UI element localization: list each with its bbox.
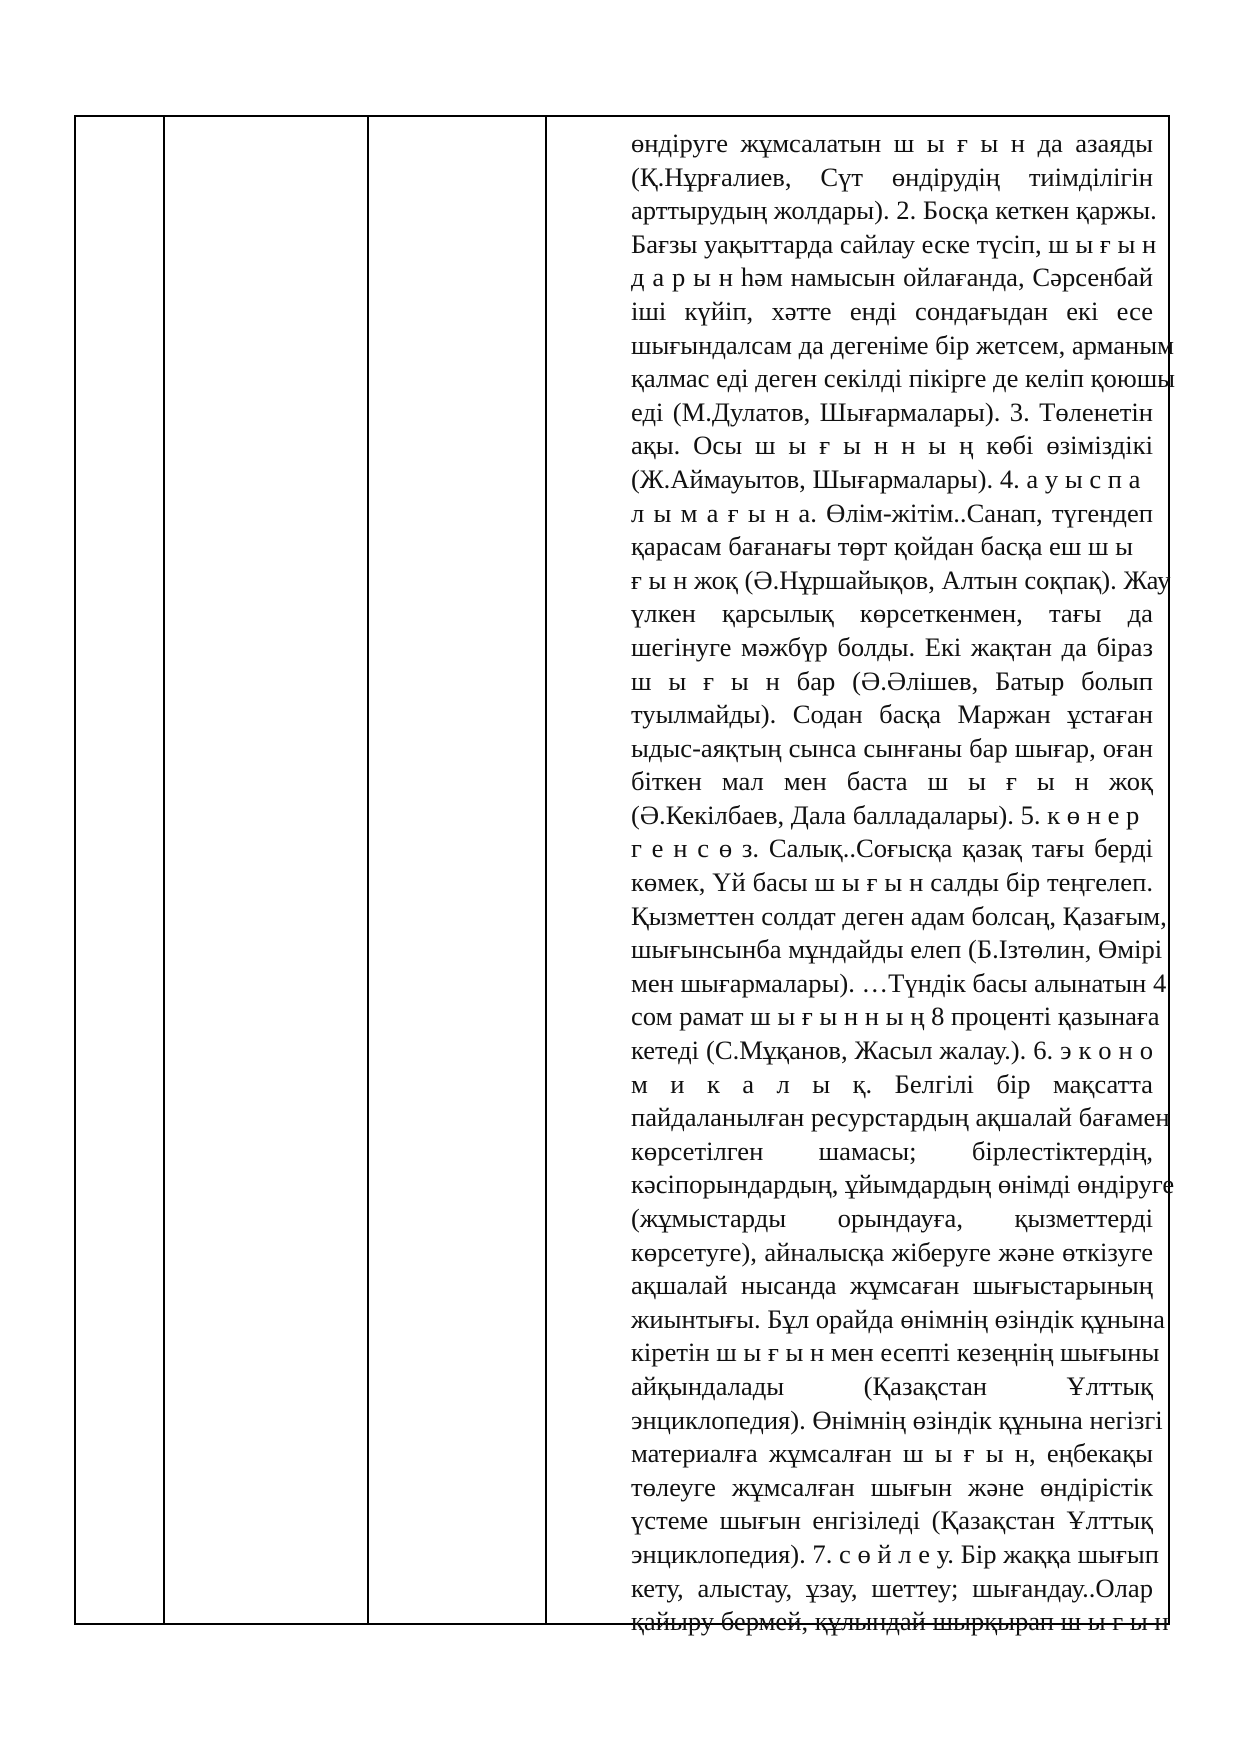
text-line: кәсіпорындардың, ұйымдардың өнімді өндіруге <box>631 1169 1175 1200</box>
text-line: пайдаланылған ресурстардың ақшалай бағамен <box>631 1102 1170 1133</box>
text-line: (Қ.Нұрғалиев, Сүт өндірудің тиімділігін <box>631 161 1153 192</box>
text-line: л ы м а ғ ы н а. Өлім-жітім..Санап, түгендеп <box>631 497 1153 528</box>
text-line: (Ж.Аймауытов, Шығармалары). 4. а у ы с п а <box>631 463 1141 494</box>
text-line: еді (М.Дулатов, Шығармалары). 3. Төленетін <box>631 396 1153 427</box>
text-line: кету, алыстау, ұзау, шеттеу; шығандау..Олар <box>631 1572 1153 1603</box>
text-line: жиынтығы. Бұл орайда өнімнің өзіндік құнына <box>631 1303 1165 1334</box>
text-line: шығындалсам да дегеніме бір жетсем, арманым <box>631 329 1174 360</box>
text-line: іші күйіп, хәтте енді сондағыдан екі есе <box>631 295 1153 326</box>
text-line: сом рамат ш ы ғ ы н н ы ң 8 проценті қазынаға <box>631 1001 1160 1032</box>
text-line: энциклопедия). Өнімнің өзіндік құнына негізгі <box>631 1404 1163 1435</box>
text-line: қалмас еді деген секілді пікірге де келіп қоюшы <box>631 363 1176 394</box>
column-divider-3 <box>545 117 547 1623</box>
text-line: д а р ы н һәм намысын ойлағанда, Сәрсенбай <box>631 262 1153 293</box>
text-line: материалға жұмсалған ш ы ғ ы н, еңбекақы <box>631 1438 1153 1469</box>
text-line: кіретін ш ы ғ ы н мен есепті кезеңнің шығыны <box>631 1337 1160 1368</box>
text-line: көрсетуге), айналысқа жіберуге және өткізуге <box>631 1236 1153 1267</box>
text-line: кетеді (С.Мұқанов, Жасыл жалау.). 6. э к о н о <box>631 1035 1153 1066</box>
definition-cell-text <box>631 127 1176 1639</box>
text-line: мен шығармалары). …Түндік басы алынатын 4 <box>631 967 1167 998</box>
text-line: өндіруге жұмсалатын ш ы ғ ы н да азаяды <box>631 128 1153 158</box>
text-line: айқындалады (Қазақстан Ұлттық <box>631 1370 1153 1401</box>
document-table <box>74 115 1176 1637</box>
text-line: ш ы ғ ы н бар (Ә.Әлішев, Батыр болып <box>631 665 1153 696</box>
text-line: энциклопедия). 7. с ө й л е у. Бір жаққа шығып <box>631 1538 1160 1569</box>
text-line: ыдыс-аяқтың сынса сынғаны бар шығар, оған <box>631 732 1153 763</box>
text-line: м и к а л ы қ. Белгілі бір мақсатта <box>631 1068 1153 1099</box>
text-line: Бағзы уақыттарда сайлау еске түсіп, ш ы ғ ы н <box>631 228 1157 259</box>
text-line: көмек, Үй басы ш ы ғ ы н салды бір теңгелеп. <box>631 867 1153 898</box>
text-line: үстеме шығын енгізіледі (Қазақстан Ұлттық <box>631 1505 1153 1536</box>
text-line: (Ә.Кекілбаев, Дала балладалары). 5. к ө н е р <box>631 799 1140 830</box>
text-line: қайыру бермей, құлындай шырқырап ш ы ғ ы н <box>631 1606 1169 1637</box>
column-divider-1 <box>163 117 165 1623</box>
text-line: туылмайды). Содан басқа Маржан ұстаған <box>631 699 1153 730</box>
column-divider-2 <box>367 117 369 1623</box>
text-line: көрсетілген шамасы; бірлестіктердің, <box>631 1135 1153 1166</box>
text-line: үлкен қарсылық көрсеткенмен, тағы да <box>631 598 1153 629</box>
text-line: біткен мал мен баста ш ы ғ ы н жоқ <box>631 766 1153 797</box>
text-line: арттырудың жолдары). 2. Босқа кеткен қаржы. <box>631 195 1157 226</box>
text-line: ақы. Осы ш ы ғ ы н н ы ң көбі өзіміздікі <box>631 430 1153 461</box>
text-line: қарасам бағанағы төрт қойдан басқа еш ш ы <box>631 531 1133 562</box>
text-line: г е н с ө з. Салық..Соғысқа қазақ тағы берді <box>631 833 1153 864</box>
text-line: шегінуге мәжбүр болды. Екі жақтан да біраз <box>631 631 1153 662</box>
text-line: төлеуге жұмсалған шығын және өндірістік <box>631 1471 1153 1502</box>
text-line: шығынсынба мұндайды елеп (Б.Ізтөлин, Өмірі <box>631 934 1163 965</box>
text-line: Қызметтен солдат деген адам болсаң, Қазағым, <box>631 900 1167 931</box>
text-line: ғ ы н жоқ (Ә.Нұршайықов, Алтын соқпақ). Жау <box>631 564 1171 595</box>
text-line: (жұмыстарды орындауға, қызметтерді <box>631 1203 1153 1233</box>
text-line: ақшалай нысанда жұмсаған шығыстарының <box>631 1270 1153 1301</box>
